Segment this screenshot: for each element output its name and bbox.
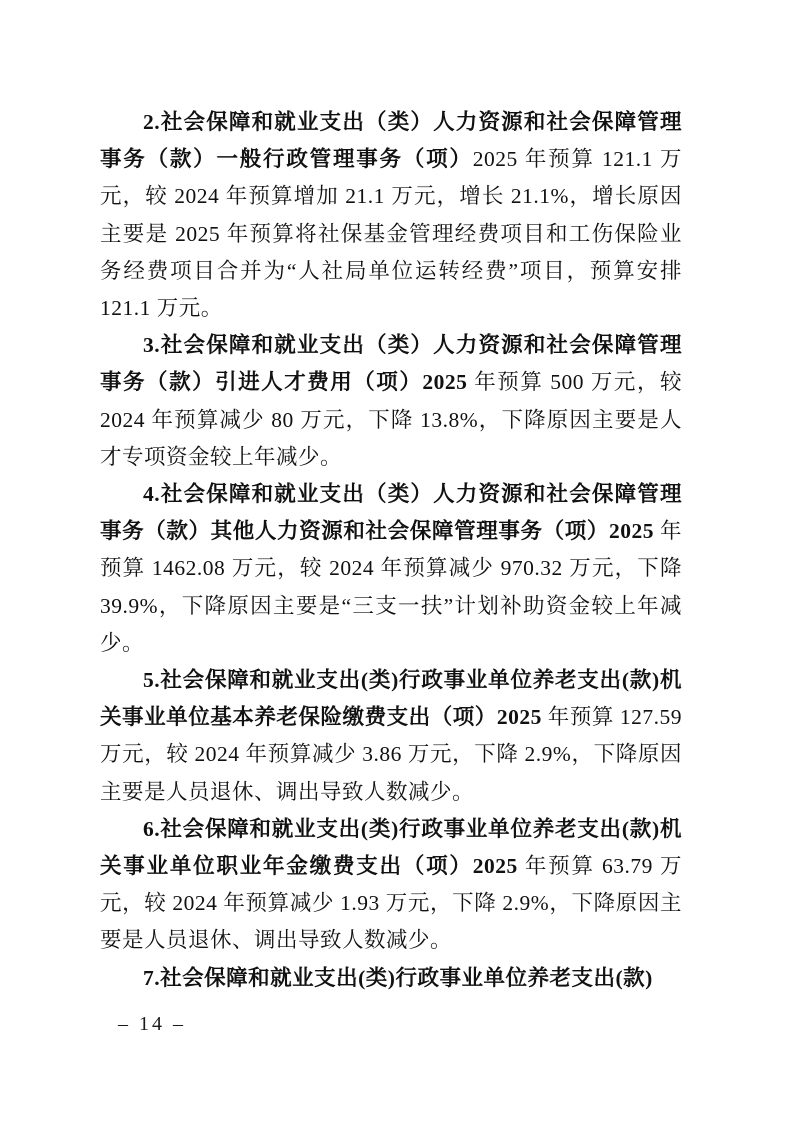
paragraph-body: 年预算 127.59 万元，较 2024 年预算减少 3.86 万元，下降 2.9%，下降原因主要是人员退休、调出导致人数减少。 bbox=[100, 705, 682, 804]
paragraph-heading: 6.社会保障和就业支出(类)行政事业单位养老支出(款)机关事业单位职业年金缴费支出（项）2025 bbox=[100, 816, 682, 879]
paragraph-heading: 4.社会保障和就业支出（类）人力资源和社会保障管理事务（款）其他人力资源和社会保障管理事务（项）2025 bbox=[100, 482, 682, 544]
paragraph-body: 年预算 1462.08 万元，较 2024 年预算减少 970.32 万元，下降 39.9%，下降原因主要是“三支一扶”计划补助资金较上年减少。 bbox=[100, 519, 682, 655]
budget-paragraph-7 bbox=[100, 960, 682, 997]
paragraph-heading: 3.社会保障和就业支出（类）人力资源和社会保障管理事务（款）引进人才费用（项）2025 bbox=[100, 333, 682, 395]
paragraph-heading: 7.社会保障和就业支出(类)行政事业单位养老支出(款) bbox=[143, 965, 653, 990]
budget-paragraph-4 bbox=[100, 476, 682, 662]
paragraph-body: 年预算 63.79 万元，较 2024 年预算减少 1.93 万元，下降 2.9%，下降原因主要是人员退休、调出导致人数减少。 bbox=[100, 854, 682, 953]
budget-paragraph-3 bbox=[100, 327, 682, 476]
paragraph-heading: 5.社会保障和就业支出(类)行政事业单位养老支出(款)机关事业单位基本养老保险缴费支出（项）2025 bbox=[100, 668, 682, 730]
page-content bbox=[100, 104, 682, 997]
budget-paragraph-2 bbox=[100, 104, 682, 327]
budget-paragraph-6 bbox=[100, 811, 682, 960]
paragraph-body: 2025 年预算 121.1 万元，较 2024 年预算增加 21.1 万元，增长 21.1%，增长原因主要是 2025 年预算将社保基金管理经费项目和工伤保险业务经费项目合并为“人社局单位运转经费”项目，预算安排 121.1 万元。 bbox=[100, 147, 682, 321]
paragraph-body: 年预算 500 万元，较 2024 年预算减少 80 万元，下降 13.8%，下降原因主要是人才专项资金较上年减少。 bbox=[100, 370, 682, 469]
budget-paragraph-5 bbox=[100, 662, 682, 811]
paragraph-heading: 2.社会保障和就业支出（类）人力资源和社会保障管理事务（款）一般行政管理事务（项） bbox=[100, 110, 682, 172]
page-number: – 14 – bbox=[118, 1013, 186, 1035]
page-footer bbox=[118, 1012, 186, 1036]
